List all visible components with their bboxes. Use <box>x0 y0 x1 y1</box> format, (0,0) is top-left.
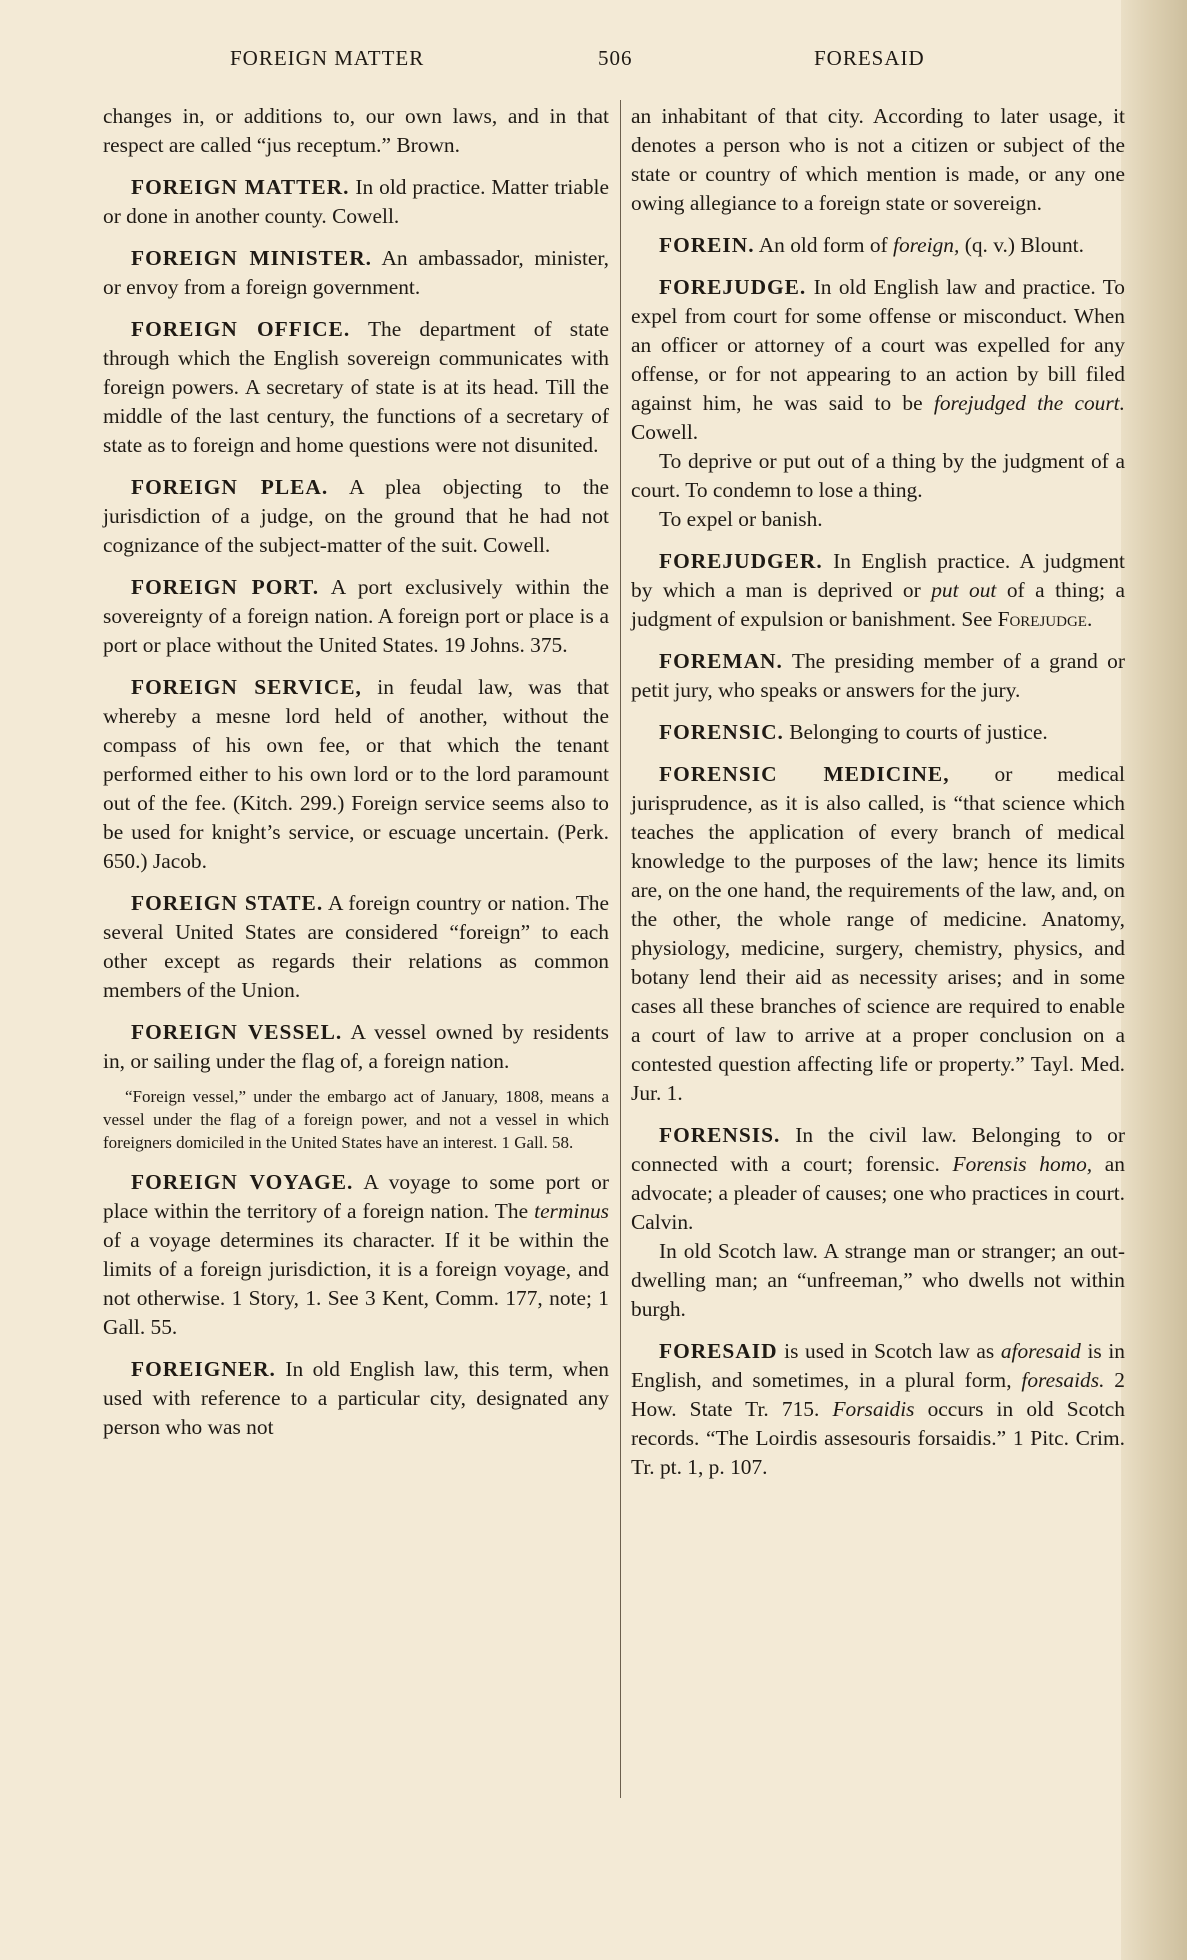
running-header <box>100 46 1110 76</box>
entry-forejudge <box>631 273 1125 534</box>
headword: FOREIN. <box>659 233 755 257</box>
entry-forejudger <box>631 547 1125 634</box>
definition: The presiding member of a grand or petit jury, who speaks or answers for the jury. <box>631 649 1125 702</box>
entry-foreign-voyage <box>103 1168 609 1342</box>
headword: FORENSIC MEDICINE, <box>659 762 950 786</box>
definition-paragraph: To deprive or put out of a thing by the judgment of a court. To condemn to lose a thing. <box>631 449 1125 502</box>
entry-foreign-plea <box>103 473 609 560</box>
header-left-guide-word: FOREIGN MATTER <box>230 46 425 70</box>
definition-paragraph: In old Scotch law. A strange man or stranger; an out-dwelling man; an “unfreeman,” who dwells not within burgh. <box>631 1239 1125 1321</box>
headword: FORESAID <box>659 1339 778 1363</box>
definition-part: 2 How. State Tr. 715. <box>631 1368 1125 1421</box>
definition-part: In English practice. A judgment by which a man is deprived or <box>631 549 1125 602</box>
definition: In old English law, this term, when used with reference to a particular city, designated any person who was not <box>103 1357 609 1439</box>
definition: A vessel owned by residents in, or sailing under the flag of, a foreign nation. <box>103 1020 610 1073</box>
headword: FOREIGN SERVICE, <box>131 675 362 699</box>
definition-part: Cowell. <box>631 420 699 444</box>
headword: FOREIGNER. <box>131 1357 276 1381</box>
page-edge-shadow <box>1121 0 1187 1960</box>
definition-paragraph: To expel or banish. <box>659 507 823 531</box>
definition-part: In the civil law. Belonging to or connected with a court; forensic. <box>631 1123 1125 1176</box>
headword: FOREIGN MINISTER. <box>131 246 372 270</box>
headword: FORENSIC. <box>659 720 784 744</box>
headword: FOREIGN PORT. <box>131 575 320 599</box>
italic-term: foresaids. <box>1021 1368 1105 1392</box>
definition-part: An old form of <box>758 233 888 257</box>
headword: FOREIGN OFFICE. <box>131 317 351 341</box>
headword: FORENSIS. <box>659 1123 781 1147</box>
definition: or medical jurisprudence, as it is also called, is “that science which teaches the application of every branch of medical knowledge to the purposes of the law; hence its limits are, on the one hand, the requirements of the law, and, on the other, the whole range of medicine. Anatomy, physiology, medicine, surgery, chemistry, physics, and botany lend their aid as necessity arises; and in some cases all these branches of science are required to enable a court of law to arrive at a proper conclusion on a contested question affecting life or property.” Tayl. Med. Jur. 1. <box>631 762 1125 1105</box>
headword: FOREJUDGER. <box>659 549 823 573</box>
entry-foresaid <box>631 1337 1125 1482</box>
page-number: 506 <box>598 46 633 70</box>
italic-term: foreign, <box>893 233 960 257</box>
definition: A port exclusively within the sovereignty of a foreign nation. A foreign port or place is a port or place without the United States. 19 Johns. 375. <box>103 575 609 657</box>
right-column <box>631 102 1125 1495</box>
entry-foreman <box>631 647 1125 705</box>
entry-foreign-service <box>103 673 609 876</box>
column-divider <box>620 100 621 1798</box>
definition: Belonging to courts of justice. <box>789 720 1048 744</box>
headword: FOREMAN. <box>659 649 783 673</box>
definition: In old practice. Matter triable or done in another county. Cowell. <box>103 175 609 228</box>
entry-foreigner <box>103 1355 609 1442</box>
entry-forensis <box>631 1121 1125 1324</box>
left-column <box>103 102 609 1455</box>
italic-term: aforesaid <box>1000 1339 1081 1363</box>
continued-text: an inhabitant of that city. According to later usage, it denotes a person who is not a citizen or subject of the state or country of which mention is made, or any one owing allegiance to a foreign state or sovereign. <box>631 104 1125 215</box>
entry-forein <box>631 231 1125 260</box>
entry-foreign-vessel <box>103 1018 609 1076</box>
definition-part: of a voyage determines its character. If it be within the limits of a foreign jurisdiction, it is a foreign voyage, and not otherwise. 1 Story, 1. See 3 Kent, Comm. 177, note; 1 Gall. 55. <box>103 1228 609 1339</box>
definition: An ambassador, minister, or envoy from a foreign government. <box>103 246 609 299</box>
definition-part: an advocate; a pleader of causes; one who practices in court. Calvin. <box>631 1152 1125 1234</box>
continued-text: changes in, or additions to, our own laws, and in that respect are called “jus receptum.” Brown. <box>103 104 609 157</box>
definition-part: occurs in old Scotch records. “The Loirdis assesouris forsaidis.” 1 Pitc. Crim. Tr. pt. 1, p. 107. <box>631 1397 1125 1479</box>
italic-term: Forsaidis <box>832 1397 915 1421</box>
footnote-foreign-vessel: “Foreign vessel,” under the embargo act of January, 1808, means a vessel under the flag of a foreign power, and not a vessel in which foreigners domiciled in the United States have an interest. 1 Gall. 58. <box>103 1087 609 1152</box>
headword: FOREIGN VESSEL. <box>131 1020 343 1044</box>
definition-part: is in English, and sometimes, in a plural form, <box>631 1339 1125 1392</box>
entry-foreign-minister <box>103 244 609 302</box>
italic-term: forejudged the court. <box>933 391 1125 415</box>
entry-forensic <box>631 718 1125 747</box>
definition-part: of a thing; a judgment of expulsion or banishment. See <box>631 578 1125 631</box>
entry-forensic-medicine <box>631 760 1125 1108</box>
headword: FOREIGN VOYAGE. <box>131 1170 354 1194</box>
headword: FOREIGN MATTER. <box>131 175 350 199</box>
entry-foreign-state <box>103 889 609 1005</box>
header-right-guide-word: FORESAID <box>814 46 925 70</box>
definition: A foreign country or nation. The several United States are considered “foreign” to each other except as regards their relations as common members of the Union. <box>103 891 609 1002</box>
cross-reference: Forejudge. <box>997 607 1093 631</box>
headword: FOREIGN STATE. <box>131 891 324 915</box>
definition-part: A voyage to some port or place within the territory of a foreign nation. The <box>103 1170 610 1223</box>
definition-part: is used in Scotch law as <box>784 1339 995 1363</box>
definition: in feudal law, was that whereby a mesne lord held of another, without the compass of his own fee, or that which the tenant performed either to his own lord or to the lord paramount out of the fee. (Kitch. 299.) Foreign service seems also to be used for knight’s service, or escuage uncertain. (Perk. 650.) Jacob. <box>103 675 609 873</box>
headword: FOREIGN PLEA. <box>131 475 329 499</box>
definition-part: (q. v.) Blount. <box>964 233 1084 257</box>
definition: The department of state through which the English sovereign communicates with foreign powers. A secretary of state is at its head. Till the middle of the last century, the functions of a secretary of state as to foreign and home questions were not disunited. <box>103 317 609 457</box>
entry-foreign-matter <box>103 173 609 231</box>
italic-term: put out <box>931 578 997 602</box>
italic-term: Forensis homo, <box>952 1152 1093 1176</box>
entry-foreign-port <box>103 573 609 660</box>
italic-term: terminus <box>534 1199 609 1223</box>
definition-part: In old English law and practice. To expel from court for some offense or misconduct. When an officer or attorney of a court was expelled for any offense, or for not appearing to an action by bill filed against him, he was said to be <box>631 275 1126 415</box>
entry-foreign-office <box>103 315 609 460</box>
definition: A plea objecting to the jurisdiction of a judge, on the ground that he had not cognizance of the subject-matter of the suit. Cowell. <box>103 475 610 557</box>
headword: FOREJUDGE. <box>659 275 807 299</box>
